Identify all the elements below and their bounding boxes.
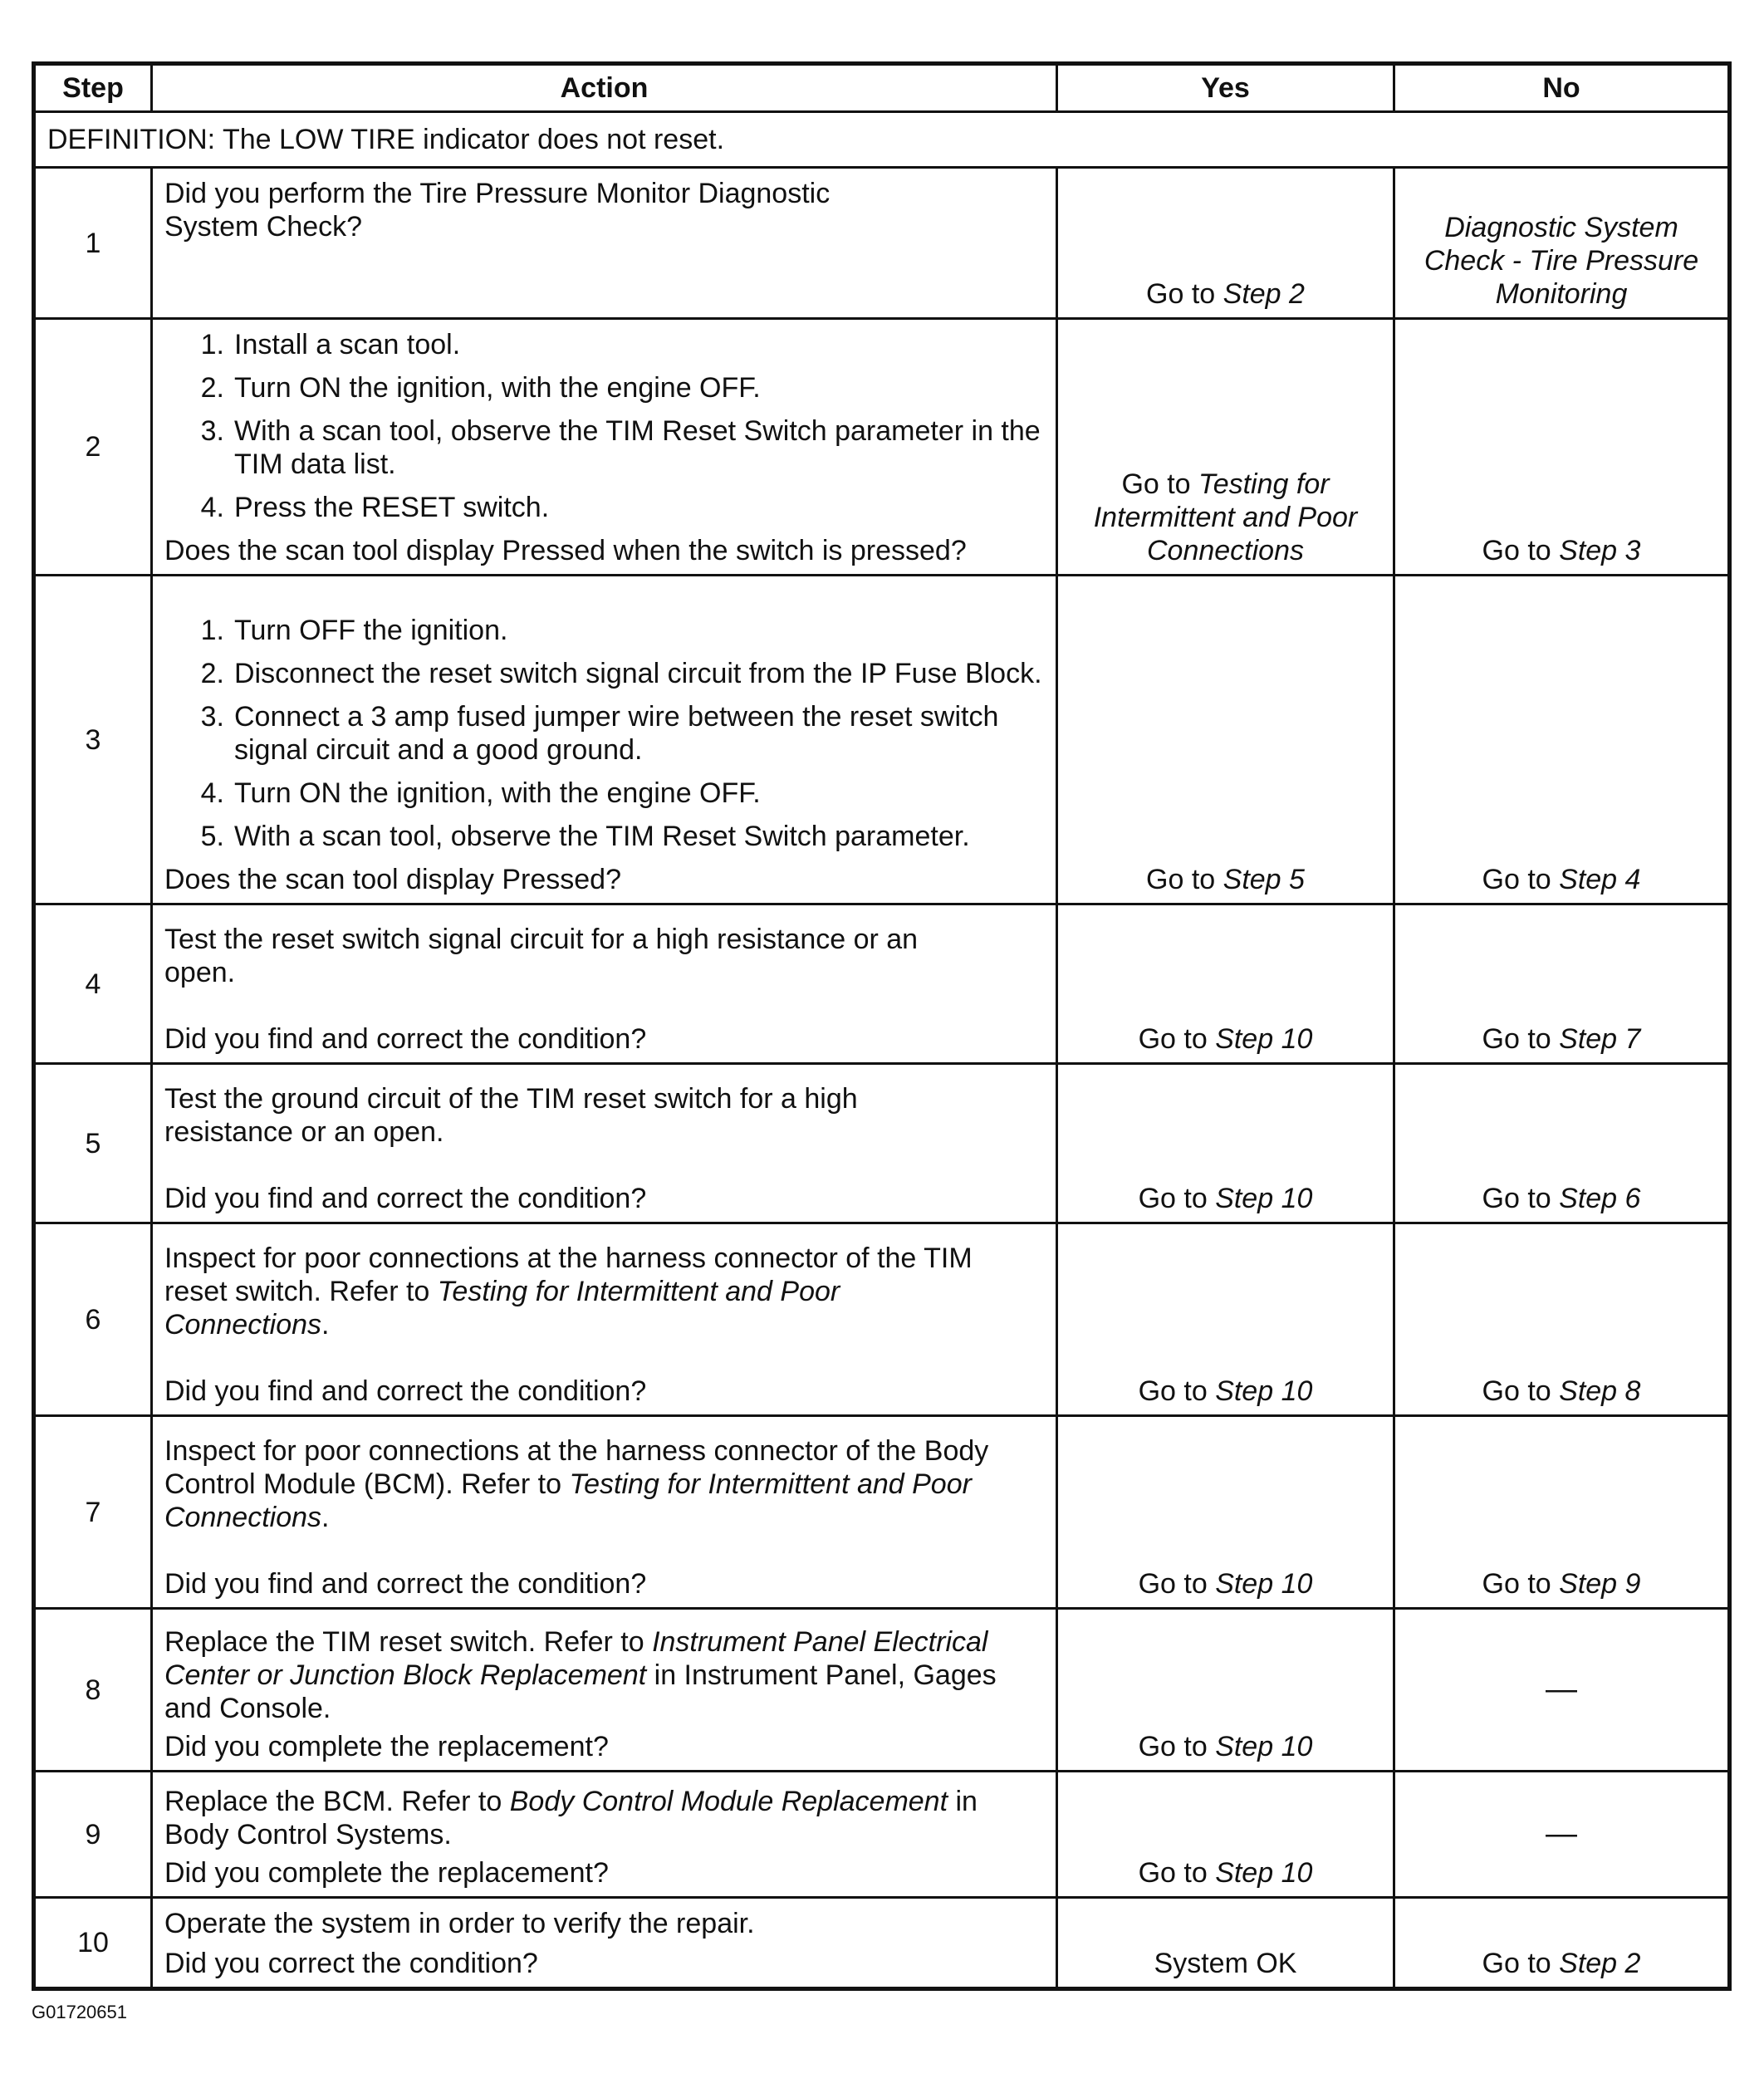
question-text: Did you find and correct the condition? (164, 1183, 647, 1214)
yes-cell: Go to Step 2 (1057, 168, 1394, 319)
list-item: 1. Install a scan tool. (200, 329, 461, 360)
step-link[interactable]: Step 7 (1559, 1023, 1641, 1055)
action-cell (152, 1416, 1057, 1609)
question-text: Did you find and correct the condition? (164, 1023, 647, 1055)
reference-link[interactable]: Monitoring (1495, 278, 1628, 310)
step-number: 9 (34, 1772, 152, 1898)
reference-link[interactable]: Testing for Intermittent and Poor Connections (164, 1276, 840, 1341)
reference-link[interactable]: Testing for Intermittent and Poor Connections (1093, 468, 1358, 566)
table-row (34, 319, 1730, 576)
reference-link[interactable]: Diagnostic System (1444, 212, 1678, 243)
action-text: Replace the TIM reset switch. Refer to Instrument Panel Electrical Center or Junction Block Replacement in Instrument Panel, Gages and Console. (164, 1626, 997, 1724)
yes-cell: Go to Step 5 (1057, 576, 1394, 904)
action-line: Test the reset switch signal circuit for a high resistance or an (164, 924, 919, 955)
no-cell: Go to Step 4 (1394, 576, 1730, 904)
step-number: 4 (34, 904, 152, 1064)
step-number: 10 (34, 1898, 152, 1989)
table-row (34, 1064, 1730, 1223)
table-row (34, 1609, 1730, 1772)
step-number: 3 (34, 576, 152, 904)
no-cell[interactable] (1394, 168, 1730, 319)
action-cell (152, 904, 1057, 1064)
question-text: Does the scan tool display Pressed when the switch is pressed? (164, 535, 967, 566)
table-row (34, 576, 1730, 904)
action-line: open. (164, 957, 236, 988)
step-link[interactable]: Step 3 (1559, 535, 1641, 566)
no-cell: Go to Step 2 (1394, 1898, 1730, 1989)
yes-cell: Go to Step 10 (1057, 1609, 1394, 1772)
no-cell: Go to Step 3 (1394, 319, 1730, 576)
no-cell (1394, 1772, 1730, 1898)
no-dash: — (1546, 1816, 1577, 1852)
step-number: 8 (34, 1609, 152, 1772)
action-cell (152, 1898, 1057, 1989)
action-cell (152, 168, 1057, 319)
action-cell (152, 1064, 1057, 1223)
list-item: 1. Turn OFF the ignition. (200, 615, 508, 646)
definition-row (34, 112, 1730, 168)
list-item: 4. Press the RESET switch. (200, 492, 550, 523)
action-line: Test the ground circuit of the TIM reset switch for a high (164, 1083, 858, 1115)
step-link[interactable]: Step 10 (1215, 1023, 1313, 1055)
no-cell: Go to Step 8 (1394, 1223, 1730, 1416)
action-cell (152, 576, 1057, 904)
question-text: Did you find and correct the condition? (164, 1568, 647, 1600)
question-text: Did you complete the replacement? (164, 1731, 609, 1762)
action-line: Operate the system in order to verify the repair. (164, 1908, 755, 1939)
yes-cell: Go to Step 10 (1057, 1223, 1394, 1416)
step-link[interactable]: Step 10 (1215, 1857, 1313, 1889)
no-dash: — (1546, 1672, 1577, 1708)
yes-cell: Go to Step 10 (1057, 1416, 1394, 1609)
step-number: 2 (34, 319, 152, 576)
list-item: 2. Turn ON the ignition, with the engine OFF. (200, 372, 761, 404)
action-cell (152, 319, 1057, 576)
action-list (164, 614, 1044, 853)
yes-cell: Go to Step 10 (1057, 904, 1394, 1064)
action-line: resistance or an open. (164, 1116, 444, 1148)
action-list (164, 328, 1044, 524)
step-link[interactable]: Step 2 (1223, 278, 1305, 310)
yes-cell: Go to Step 10 (1057, 1064, 1394, 1223)
diagnostic-table (32, 61, 1732, 1991)
table-row (34, 1898, 1730, 1989)
step-link[interactable]: Step 10 (1215, 1731, 1313, 1762)
step-link[interactable]: Step 5 (1223, 864, 1305, 895)
question-text: Did you complete the replacement? (164, 1857, 609, 1889)
no-cell (1394, 1609, 1730, 1772)
list-item: 3. Connect a 3 amp fused jumper wire between the reset switch signal circuit and a good ground. (200, 701, 999, 766)
list-item: 3. With a scan tool, observe the TIM Reset Switch parameter in the TIM data list. (200, 415, 1041, 480)
action-text: Inspect for poor connections at the harness connector of the Body Control Module (BCM). Refer to Testing for Intermittent and Poor Connections. (164, 1435, 989, 1533)
question-text: Did you correct the condition? (164, 1948, 538, 1979)
action-text: Inspect for poor connections at the harness connector of the TIM reset switch. Refer to Testing for Intermittent and Poor Connections. (164, 1243, 973, 1341)
step-link[interactable]: Step 6 (1559, 1183, 1641, 1214)
yes-cell: Go to Testing for Intermittent and Poor Connections (1057, 319, 1394, 576)
table-row (34, 904, 1730, 1064)
reference-link[interactable]: Body Control Module Replacement (509, 1786, 948, 1817)
no-cell: Go to Step 7 (1394, 904, 1730, 1064)
action-cell (152, 1772, 1057, 1898)
header-yes: Yes (1057, 64, 1394, 112)
reference-link[interactable]: Testing for Intermittent and Poor Connections (164, 1468, 972, 1533)
step-link[interactable]: Step 8 (1559, 1375, 1641, 1407)
action-line: Did you perform the Tire Pressure Monitor Diagnostic (164, 178, 831, 209)
step-number: 6 (34, 1223, 152, 1416)
list-item: 2. Disconnect the reset switch signal circuit from the IP Fuse Block. (200, 658, 1042, 689)
list-item: 5. With a scan tool, observe the TIM Reset Switch parameter. (200, 821, 970, 852)
step-link[interactable]: Step 4 (1559, 864, 1641, 895)
header-no: No (1394, 64, 1730, 112)
header-action: Action (152, 64, 1057, 112)
table-row (34, 1772, 1730, 1898)
table-header-row (34, 64, 1730, 112)
step-link[interactable]: Step 2 (1559, 1948, 1641, 1979)
action-line: System Check? (164, 211, 363, 243)
definition-text: DEFINITION: The LOW TIRE indicator does not reset. (34, 112, 1730, 168)
question-text: Does the scan tool display Pressed? (164, 864, 621, 895)
reference-link[interactable]: Check - Tire Pressure (1423, 245, 1699, 277)
step-link[interactable]: Step 10 (1215, 1568, 1313, 1600)
step-number: 1 (34, 168, 152, 319)
yes-cell: System OK (1057, 1898, 1394, 1989)
reference-link[interactable]: Instrument Panel Electrical Center or Junction Block Replacement (164, 1626, 988, 1691)
step-link[interactable]: Step 10 (1215, 1183, 1313, 1214)
yes-cell: Go to Step 10 (1057, 1772, 1394, 1898)
diagnostic-table-container (32, 61, 1727, 1991)
step-link[interactable]: Step 9 (1559, 1568, 1641, 1600)
question-text: Did you find and correct the condition? (164, 1375, 647, 1407)
header-step: Step (34, 64, 152, 112)
figure-id: G01720651 (32, 2002, 127, 2022)
no-cell: Go to Step 6 (1394, 1064, 1730, 1223)
list-item: 4. Turn ON the ignition, with the engine OFF. (200, 777, 761, 809)
step-link[interactable]: Step 10 (1215, 1375, 1313, 1407)
action-text: Replace the BCM. Refer to Body Control Module Replacement in Body Control Systems. (164, 1786, 978, 1850)
action-cell (152, 1223, 1057, 1416)
table-row (34, 1223, 1730, 1416)
action-cell (152, 1609, 1057, 1772)
step-number: 7 (34, 1416, 152, 1609)
table-row (34, 168, 1730, 319)
no-cell: Go to Step 9 (1394, 1416, 1730, 1609)
table-row (34, 1416, 1730, 1609)
step-number: 5 (34, 1064, 152, 1223)
